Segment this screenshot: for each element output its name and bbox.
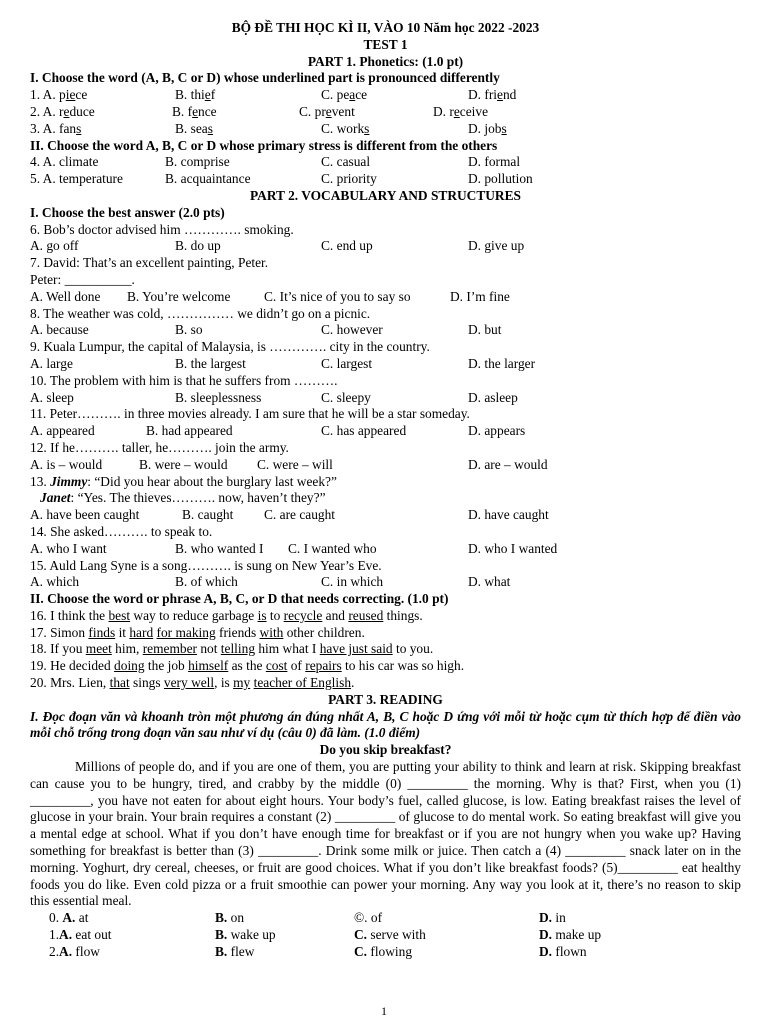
option-d: D. pollution bbox=[468, 171, 533, 187]
option-b: B. so bbox=[175, 322, 203, 338]
phonetics-heading-2: II. Choose the word A, B, C or D whose primary stress is different from the others bbox=[30, 137, 498, 153]
error-heading: II. Choose the word or phrase A, B, C, or D that needs correcting. (1.0 pt) bbox=[30, 591, 449, 607]
option-b: B. You’re welcome bbox=[127, 288, 231, 304]
question-16: 16. I think the best way to reduce garbage is to recycle and reused things. bbox=[30, 607, 423, 623]
option-b: B. of which bbox=[175, 574, 238, 590]
question-7: 7. David: That’s an excellent painting, Peter. bbox=[30, 255, 269, 271]
option-d: D. have caught bbox=[468, 507, 549, 523]
answers-15 bbox=[30, 574, 741, 591]
option-d: D. give up bbox=[468, 238, 525, 254]
option-a: 3. A. fans bbox=[30, 120, 82, 136]
option-a: 2. A. reduce bbox=[30, 103, 95, 119]
question-11: 11. Peter………. in three movies already. I am sure that he will be a star someday. bbox=[30, 406, 470, 422]
speaker-janet: Janet bbox=[40, 490, 71, 506]
speaker-jimmy: Jimmy bbox=[50, 473, 88, 489]
option-a: A. have been caught bbox=[30, 507, 140, 523]
option-b: B. had appeared bbox=[146, 423, 233, 439]
option-a: A. appeared bbox=[30, 423, 95, 439]
option-d: D. asleep bbox=[468, 389, 518, 405]
option-c: C. peace bbox=[321, 87, 368, 103]
option-b: B. caught bbox=[182, 507, 234, 523]
option-c: C. serve with bbox=[354, 927, 426, 943]
option-c: C. largest bbox=[321, 355, 373, 371]
answers-7 bbox=[30, 289, 741, 306]
option-c: C. priority bbox=[321, 171, 377, 187]
option-d: D. in bbox=[539, 910, 566, 926]
option-c: ©. of bbox=[354, 910, 383, 926]
question-1 bbox=[30, 87, 741, 104]
question-13-reply: Janet: “Yes. The thieves………. now, haven’t they?” bbox=[40, 490, 326, 506]
question-18: 18. If you meet him, remember not telling him what I have just said to you. bbox=[30, 641, 434, 657]
option-a: A. is – would bbox=[30, 456, 103, 472]
phonetics-heading-1: I. Choose the word (A, B, C or D) whose underlined part is pronounced differently bbox=[30, 70, 500, 86]
option-c: C. casual bbox=[321, 154, 371, 170]
option-c: C. were – will bbox=[257, 456, 333, 472]
question-7-reply: Peter: __________. bbox=[30, 271, 135, 287]
option-b: B. who wanted I bbox=[175, 540, 264, 556]
answers-14 bbox=[30, 541, 741, 558]
option-a: 1. A. piece bbox=[30, 87, 88, 103]
option-c: C. I wanted who bbox=[288, 540, 377, 556]
part1-heading: PART 1. Phonetics: (1.0 pt) bbox=[307, 53, 464, 69]
answers-13 bbox=[30, 507, 741, 524]
option-c: C. works bbox=[321, 120, 370, 136]
question-15: 15. Auld Lang Syne is a song………. is sung on New Year’s Eve. bbox=[30, 557, 382, 573]
option-b: B. sleeplessness bbox=[175, 389, 262, 405]
reading-instruction: I. Đọc đoạn văn và khoanh tròn một phương án đúng nhất A, B, C hoặc D ứng với mỗi từ hoặc cụm từ thích hợp để điền vào mỗi chỗ trống trong đoạn văn sau như ví dụ (câu 0) đã làm. (1.0 điểm) bbox=[30, 708, 741, 741]
passage-title: Do you skip breakfast? bbox=[319, 742, 452, 758]
option-b: B. thief bbox=[175, 87, 216, 103]
option-c: C. however bbox=[321, 322, 383, 338]
page-number: 1 bbox=[381, 1004, 387, 1018]
option-a: 2.A. flow bbox=[49, 943, 100, 959]
option-a: A. large bbox=[30, 355, 73, 371]
option-a: 5. A. temperature bbox=[30, 171, 123, 187]
option-a: A. who I want bbox=[30, 540, 107, 556]
option-c: C. are caught bbox=[264, 507, 336, 523]
option-d: D. formal bbox=[468, 154, 521, 170]
reading-answers-1 bbox=[30, 927, 741, 944]
option-a: A. which bbox=[30, 574, 80, 590]
question-17: 17. Simon finds it hard for making friends with other children. bbox=[30, 624, 365, 640]
option-b: B. do up bbox=[175, 238, 221, 254]
option-c: C. sleepy bbox=[321, 389, 371, 405]
answers-6 bbox=[30, 238, 741, 255]
option-b: B. on bbox=[215, 910, 245, 926]
option-b: B. fence bbox=[172, 103, 217, 119]
option-a: A. because bbox=[30, 322, 89, 338]
vocab-heading: I. Choose the best answer (2.0 pts) bbox=[30, 204, 225, 220]
question-2 bbox=[30, 104, 741, 121]
question-20: 20. Mrs. Lien, that sings very well, is my teacher of English. bbox=[30, 675, 355, 691]
option-c: C. It’s nice of you to say so bbox=[264, 288, 411, 304]
option-b: B. flew bbox=[215, 943, 255, 959]
question-5 bbox=[30, 171, 741, 188]
question-10: 10. The problem with him is that he suffers from ………. bbox=[30, 372, 338, 388]
exam-title: BỘ ĐỀ THI HỌC KÌ II, VÀO 10 Năm học 2022 -2023 bbox=[231, 20, 540, 35]
option-d: D. who I wanted bbox=[468, 540, 558, 556]
option-c: C. has appeared bbox=[321, 423, 407, 439]
option-b: B. were – would bbox=[139, 456, 228, 472]
part3-heading: PART 3. READING bbox=[328, 691, 443, 707]
option-d: D. appears bbox=[468, 423, 526, 439]
option-c: C. in which bbox=[321, 574, 384, 590]
option-d: D. I’m fine bbox=[450, 288, 510, 304]
answers-9 bbox=[30, 356, 741, 373]
question-6: 6. Bob’s doctor advised him …………. smoking. bbox=[30, 221, 294, 237]
option-a: 0. A. at bbox=[49, 910, 89, 926]
option-c: C. end up bbox=[321, 238, 373, 254]
option-d: D. what bbox=[468, 574, 511, 590]
option-a: 4. A. climate bbox=[30, 154, 99, 170]
option-d: D. jobs bbox=[468, 120, 507, 136]
option-b: B. seas bbox=[175, 120, 213, 136]
answers-10 bbox=[30, 390, 741, 407]
option-b: B. the largest bbox=[175, 355, 246, 371]
question-19: 19. He decided doing the job himself as the cost of repairs to his car was so high. bbox=[30, 658, 465, 674]
option-d: D. flown bbox=[539, 943, 587, 959]
question-13: 13. Jimmy: “Did you hear about the burglary last week?” bbox=[30, 473, 337, 489]
option-d: D. friend bbox=[468, 87, 517, 103]
answers-11 bbox=[30, 423, 741, 440]
option-c: C. prevent bbox=[299, 103, 355, 119]
question-3 bbox=[30, 121, 741, 138]
question-9: 9. Kuala Lumpur, the capital of Malaysia, is …………. city in the country. bbox=[30, 339, 430, 355]
question-4 bbox=[30, 154, 741, 171]
answers-12 bbox=[30, 457, 741, 474]
option-a: 1.A. eat out bbox=[49, 927, 112, 943]
question-14: 14. She asked………. to speak to. bbox=[30, 523, 213, 539]
answers-8 bbox=[30, 322, 741, 339]
option-d: D. make up bbox=[539, 927, 602, 943]
question-8: 8. The weather was cold, …………… we didn’t go on a picnic. bbox=[30, 305, 371, 321]
option-a: A. Well done bbox=[30, 288, 101, 304]
test-number: TEST 1 bbox=[363, 36, 408, 52]
option-d: D. are – would bbox=[468, 456, 548, 472]
option-a: A. go off bbox=[30, 238, 79, 254]
option-c: C. flowing bbox=[354, 943, 413, 959]
reading-answers-2 bbox=[30, 944, 741, 961]
option-b: B. wake up bbox=[215, 927, 276, 943]
option-d: D. receive bbox=[433, 103, 489, 119]
reading-answers-0 bbox=[30, 910, 741, 927]
reading-passage: Millions of people do, and if you are one of them, you are putting your ability to think and learn at risk. Skipping breakfast can cause you to be hungry, tired, and crabby by the middle (0) _________ the morning. Why is that? First, when you (1) _________, you have not eaten for about eight hours. Your body’s fuel, called glucose, is low. Eating breakfast raises the level of glucose in your brain. Your brain requires a constant (2) _________ of glucose to do mental work. So eating breakfast will give you a mental edge at school. What if you don’t have enough time for breakfast or if you are not hungry when you wake up? Having something for breakfast is better than (3) _________. Drink some milk or juice. Then catch a (4) _________ snack later on in the morning. Yoghurt, dry cereal, cheeses, or fruit are good choices. What if you don’t like breakfast foods? (5)_________ eat healthy foods you do like. Even cold pizza or a fruit smoothie can power your morning. Any way you look at it, there’s no reason to skip this essential meal. bbox=[30, 759, 741, 909]
option-b: B. acquaintance bbox=[165, 171, 251, 187]
option-a: A. sleep bbox=[30, 389, 74, 405]
part2-heading: PART 2. VOCABULARY AND STRUCTURES bbox=[250, 187, 521, 203]
option-b: B. comprise bbox=[165, 154, 230, 170]
option-d: D. the larger bbox=[468, 355, 536, 371]
option-d: D. but bbox=[468, 322, 502, 338]
question-12: 12. If he………. taller, he………. join the army. bbox=[30, 439, 289, 455]
